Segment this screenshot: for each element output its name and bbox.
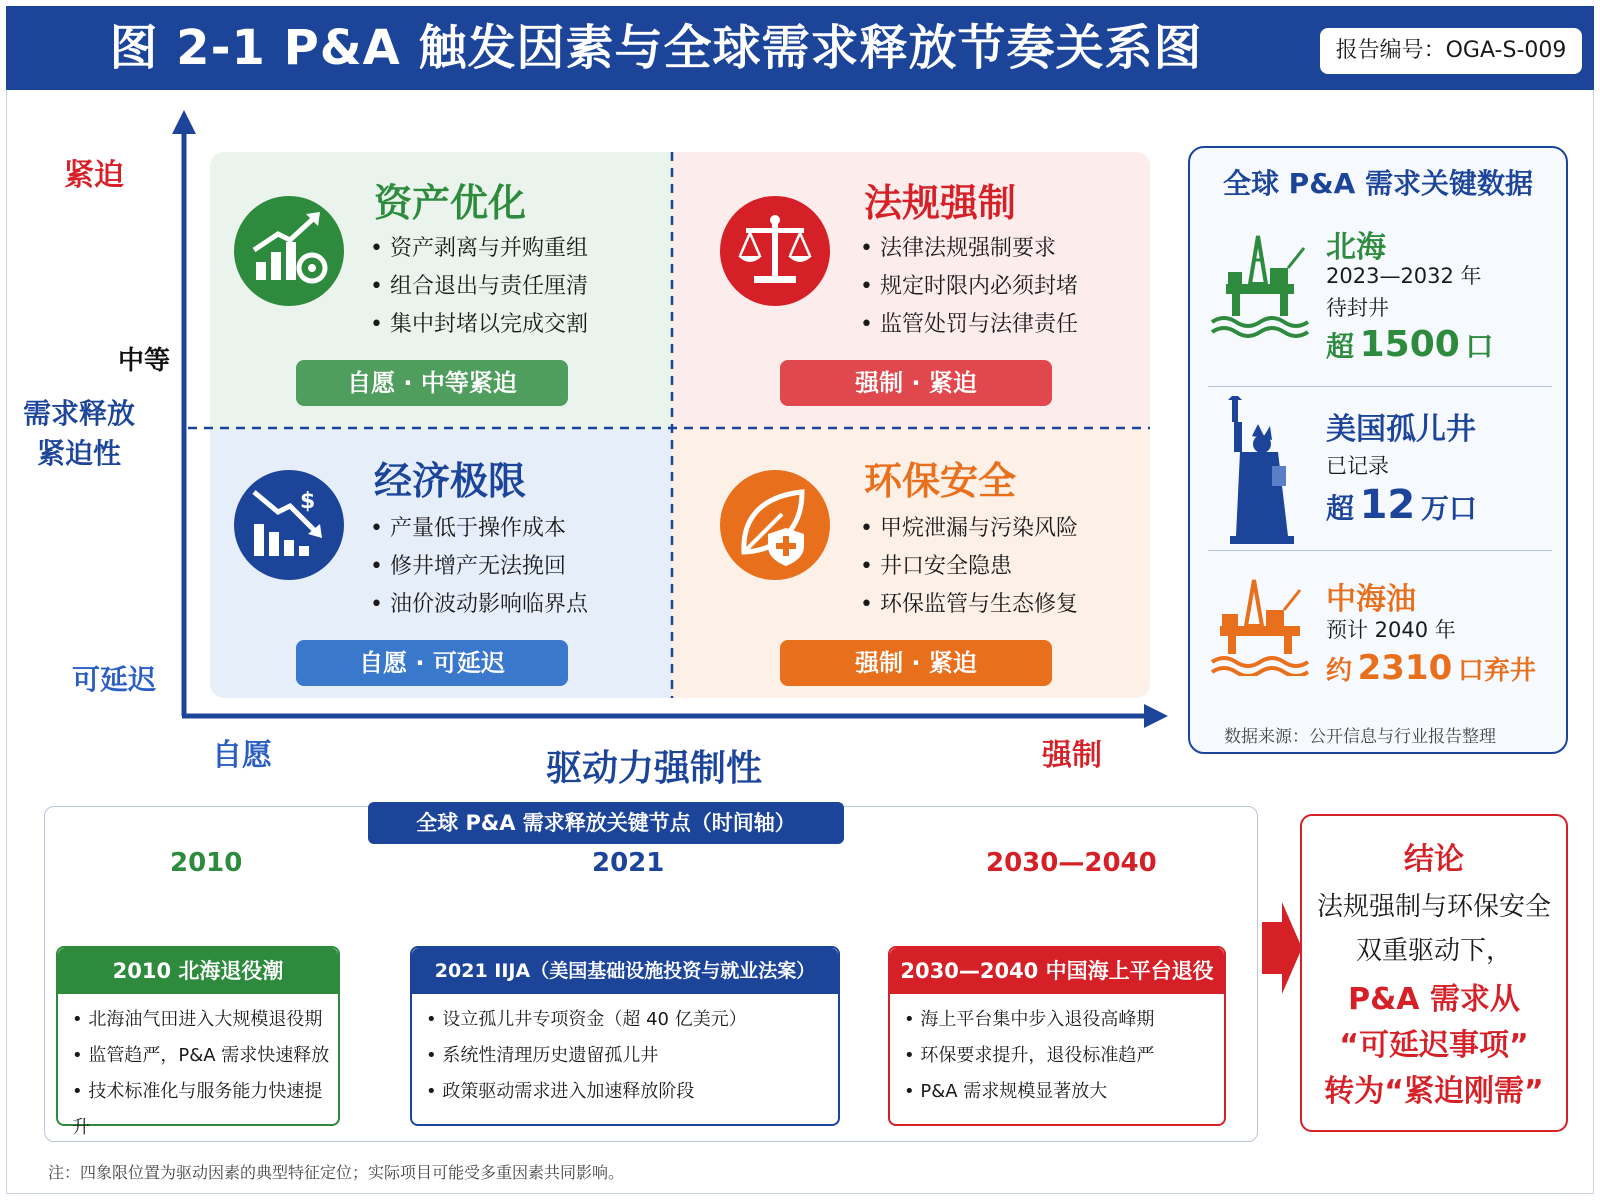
quadrant-regulation-tag: 强制 · 紧迫 <box>780 360 1052 406</box>
usa-desc: 已记录 <box>1326 454 1389 478</box>
list-item: • 井口安全隐患 <box>860 548 1078 586</box>
usa-value <box>1326 482 1477 528</box>
scales-icon <box>720 196 830 306</box>
chart-decline-icon <box>234 470 344 580</box>
conclusion-line-5: 转为“紧迫刚需” <box>1324 1074 1544 1109</box>
north-sea-value <box>1326 324 1493 365</box>
quadrant-environment-title: 环保安全 <box>864 459 1017 503</box>
timeline-card-title: 2010 北海退役潮 <box>58 948 338 994</box>
list-item: • 设立孤儿井专项资金（超 40 亿美元） <box>426 1002 747 1038</box>
footnote: 注：四象限位置为驱动因素的典型特征定位；实际项目可能受多重因素共同影响。 <box>48 1163 625 1182</box>
report-number-badge: 报告编号：OGA-S-009 <box>1320 28 1582 74</box>
list-item: • 监管处罚与法律责任 <box>860 306 1078 344</box>
list-item: • 产量低于操作成本 <box>370 510 588 548</box>
cnooc-prefix: 约 <box>1326 656 1353 686</box>
oil-rig-icon <box>1210 576 1310 676</box>
data-separator <box>1208 550 1552 551</box>
quadrant-economic-bullets <box>370 510 588 624</box>
timeline-card-2021 <box>410 946 840 1126</box>
usa-number: 12 <box>1359 482 1416 528</box>
list-item: • 监管趋严，P&A 需求快速释放 <box>72 1038 338 1074</box>
list-item: • 集中封堵以完成交割 <box>370 306 588 344</box>
conclusion-line-3: P&A 需求从 <box>1348 982 1520 1017</box>
quadrant-environment-bullets <box>860 510 1078 624</box>
list-item: • 组合退出与责任厘清 <box>370 268 588 306</box>
list-item: • 海上平台集中步入退役高峰期 <box>904 1002 1154 1038</box>
x-axis-low-label: 自愿 <box>212 738 272 773</box>
cnooc-unit: 口弃井 <box>1457 656 1536 686</box>
list-item: • 油价波动影响临界点 <box>370 586 588 624</box>
cnooc-number: 2310 <box>1357 648 1453 688</box>
north-sea-desc: 待封井 <box>1326 296 1389 320</box>
quadrant-regulation-bullets <box>860 230 1078 344</box>
x-axis-title: 驱动力强制性 <box>546 748 763 789</box>
timeline-year-2021: 2021 <box>592 848 665 878</box>
list-item: • 环保监管与生态修复 <box>860 586 1078 624</box>
chart-growth-icon <box>234 196 344 306</box>
svg-text:$: $ <box>300 489 316 514</box>
leaf-shield-icon <box>720 470 830 580</box>
timeline-year-2030: 2030—2040 <box>986 848 1157 878</box>
north-sea-unit: 口 <box>1465 330 1494 363</box>
list-item: • 法律法规强制要求 <box>860 230 1078 268</box>
list-item: • 甲烷泄漏与污染风险 <box>860 510 1078 548</box>
cnooc-name: 中海油 <box>1326 582 1416 617</box>
timeline-title: 全球 P&A 需求释放关键节点（时间轴） <box>368 802 844 844</box>
key-data-title: 全球 P&A 需求关键数据 <box>1222 167 1534 200</box>
quadrant-environment-tag: 强制 · 紧迫 <box>780 640 1052 686</box>
conclusion-arrow <box>1262 902 1302 994</box>
timeline-card-title: 2021 IIJA（美国基础设施投资与就业法案） <box>412 948 838 994</box>
key-data-panel <box>1188 146 1568 754</box>
quadrant-economic-title: 经济极限 <box>374 459 527 503</box>
x-axis-high-label: 强制 <box>1042 738 1102 773</box>
oil-platform-icon <box>1210 228 1310 338</box>
y-axis-high-label: 紧迫 <box>64 158 124 193</box>
quadrant-economic-tag: 自愿 · 可延迟 <box>296 640 568 686</box>
statue-of-liberty-icon <box>1218 396 1308 546</box>
list-item: • 北海油气田进入大规模退役期 <box>72 1002 338 1038</box>
list-item: • 环保要求提升，退役标准趋严 <box>904 1038 1154 1074</box>
usa-name: 美国孤儿井 <box>1326 412 1476 447</box>
cnooc-desc: 预计 2040 年 <box>1326 618 1456 642</box>
quadrant-asset-title: 资产优化 <box>374 181 527 225</box>
usa-prefix: 超 <box>1326 492 1355 525</box>
page-title: 图 2-1 P&A 触发因素与全球需求释放节奏关系图 <box>109 20 1203 76</box>
conclusion-title: 结论 <box>1404 842 1464 877</box>
conclusion-line-4: “可延迟事项” <box>1339 1028 1529 1063</box>
timeline-card-2030 <box>888 946 1226 1126</box>
y-axis-mid-label: 中等 <box>118 346 171 376</box>
data-source-note: 数据来源：公开信息与行业报告整理 <box>1224 727 1496 747</box>
y-axis-arrow <box>172 110 196 134</box>
list-item: • 规定时限内必须封堵 <box>860 268 1078 306</box>
cnooc-value <box>1326 648 1536 688</box>
north-sea-period: 2023—2032 年 <box>1326 264 1482 288</box>
conclusion-line-2: 双重驱动下， <box>1355 936 1512 966</box>
list-item: • 资产剥离与并购重组 <box>370 230 588 268</box>
list-item: • 政策驱动需求进入加速释放阶段 <box>426 1074 747 1110</box>
conclusion-line-1: 法规强制与环保安全 <box>1316 892 1551 922</box>
y-axis-title: 需求释放紧迫性 <box>22 397 135 470</box>
north-sea-number: 1500 <box>1359 324 1460 365</box>
quadrant-regulation-title: 法规强制 <box>864 181 1017 225</box>
list-item: • 修井增产无法挽回 <box>370 548 588 586</box>
timeline-card-2010 <box>56 946 340 1138</box>
data-separator <box>1208 386 1552 387</box>
north-sea-name: 北海 <box>1326 230 1386 265</box>
list-item: • P&A 需求规模显著放大 <box>904 1074 1154 1110</box>
timeline-card-bullets <box>904 1002 1154 1110</box>
timeline-card-bullets <box>72 1002 338 1146</box>
y-axis-low-label: 可延迟 <box>72 663 157 696</box>
timeline-year-2010: 2010 <box>170 848 243 878</box>
conclusion-box <box>1300 814 1568 1132</box>
x-axis-arrow <box>1144 704 1168 728</box>
timeline-card-title: 2030—2040 中国海上平台退役 <box>890 948 1224 994</box>
list-item: • 系统性清理历史遗留孤儿井 <box>426 1038 747 1074</box>
north-sea-prefix: 超 <box>1326 330 1355 363</box>
quadrant-asset-bullets <box>370 230 588 344</box>
usa-unit: 万口 <box>1420 492 1477 525</box>
timeline-card-bullets <box>426 1002 747 1110</box>
quadrant-asset-tag: 自愿 · 中等紧迫 <box>296 360 568 406</box>
list-item: • 技术标准化与服务能力快速提升 <box>72 1074 338 1146</box>
